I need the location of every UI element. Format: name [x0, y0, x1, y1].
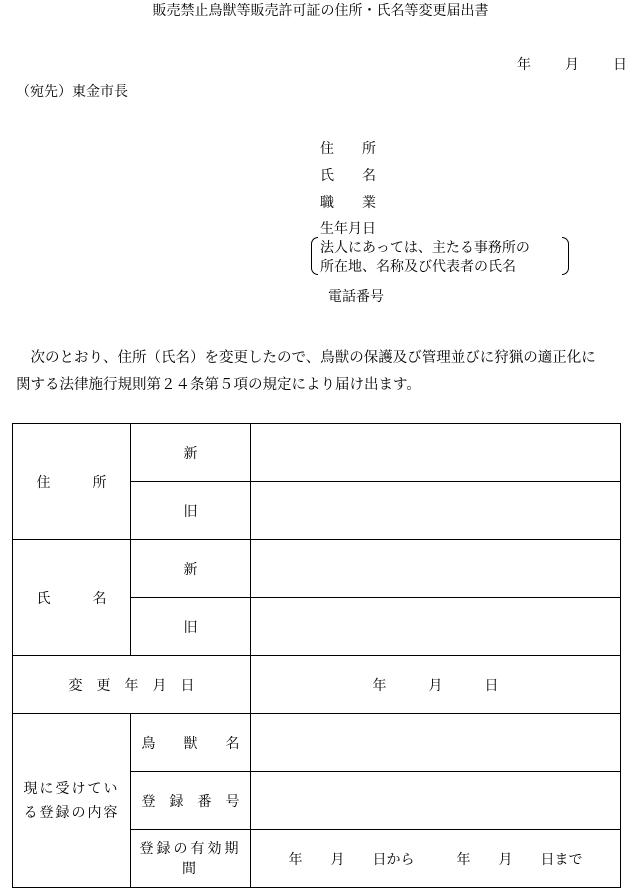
validity-period-label-cell	[131, 830, 251, 888]
registration-number-label: 登 録 番 号	[131, 772, 251, 830]
new-address-field[interactable]	[251, 424, 621, 482]
validity-period-field[interactable]: 年 月 日から 年 月 日まで	[251, 830, 621, 888]
old-address-field[interactable]	[251, 482, 621, 540]
new-name-label: 新	[131, 540, 251, 598]
registration-label: 現に受けている登録の内容	[23, 780, 120, 821]
date-day: 日	[613, 57, 627, 73]
old-address-label: 旧	[131, 482, 251, 540]
date-year: 年	[517, 57, 531, 73]
sender-address-label: 住 所	[320, 141, 376, 157]
corporation-note-line1: 法人にあっては、主たる事務所の	[320, 240, 530, 256]
date-month: 月	[565, 57, 579, 73]
right-bracket	[562, 237, 569, 275]
notification-statement	[16, 345, 636, 399]
new-name-field[interactable]	[251, 540, 621, 598]
table-row	[13, 714, 621, 772]
change-date-label: 変 更 年 月 日	[13, 656, 251, 714]
validity-period-label: 登録の有効期間	[139, 840, 242, 877]
table-row	[13, 540, 621, 598]
address-label-cell: 住 所	[13, 424, 131, 540]
corporation-note	[311, 237, 569, 275]
species-field[interactable]	[251, 714, 621, 772]
document-title: 販売禁止鳥獣等販売許可証の住所・氏名等変更届出書	[152, 3, 489, 19]
submission-date	[517, 54, 627, 74]
left-bracket	[311, 237, 318, 275]
change-details-table	[12, 423, 621, 888]
sender-birthdate-label: 生年月日	[320, 221, 376, 237]
statement-line1: 次のとおり、住所（氏名）を変更したので、鳥獣の保護及び管理並びに狩猟の適正化に	[16, 350, 596, 366]
sender-name-label: 氏 名	[320, 168, 376, 184]
old-name-field[interactable]	[251, 598, 621, 656]
addressee: （宛先）東金市長	[16, 84, 128, 100]
statement-line2: 関する法律施行規則第２４条第５項の規定により届け出ます。	[16, 377, 421, 393]
registration-label-cell	[13, 714, 131, 888]
new-address-label: 新	[131, 424, 251, 482]
species-label: 鳥 獣 名	[131, 714, 251, 772]
corporation-note-line2: 所在地、名称及び代表者の氏名	[320, 259, 516, 275]
name-label-cell: 氏 名	[13, 540, 131, 656]
change-date-field[interactable]: 年 月 日	[251, 656, 621, 714]
registration-number-field[interactable]	[251, 772, 621, 830]
old-name-label: 旧	[131, 598, 251, 656]
table-row	[13, 656, 621, 714]
sender-phone-label: 電話番号	[328, 289, 384, 305]
table-row	[13, 424, 621, 482]
sender-occupation-label: 職 業	[320, 195, 376, 211]
